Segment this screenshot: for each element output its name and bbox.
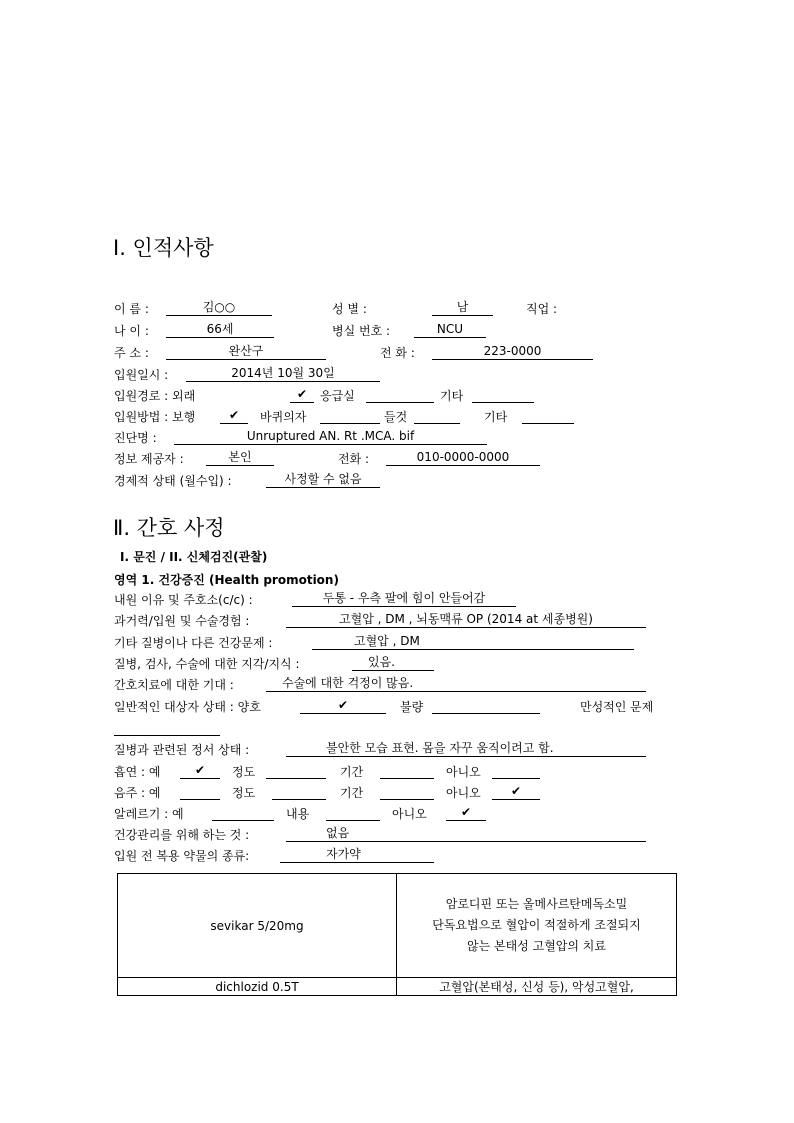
drinking-degree-field[interactable] bbox=[272, 784, 326, 800]
medication-label: 입원 전 복용 약물의 종류: bbox=[114, 849, 250, 863]
reason-value[interactable]: 두통 - 우측 팔에 힘이 안들어감 bbox=[292, 591, 516, 607]
route-other-label: 기타 bbox=[440, 389, 464, 403]
table-row bbox=[118, 874, 677, 978]
expectation-label: 간호치료에 대한 기대 : bbox=[114, 678, 234, 692]
drinking-degree-label: 정도 bbox=[232, 786, 256, 800]
route-row bbox=[114, 387, 704, 405]
drinking-no-check[interactable]: ✔ bbox=[492, 784, 540, 800]
diagnosis-row bbox=[114, 429, 704, 447]
knowledge-label: 질병, 검사, 수술에 대한 지각/지식 : bbox=[114, 657, 300, 671]
general-bad-field[interactable] bbox=[432, 698, 540, 714]
method-stretcher-field[interactable] bbox=[414, 408, 460, 424]
care-value[interactable]: 없음 bbox=[286, 826, 646, 842]
informant-value[interactable]: 본인 bbox=[206, 450, 274, 466]
history-label: 과거력/입원 및 수술경험 : bbox=[114, 614, 250, 628]
informant-phone-label: 전화 : bbox=[338, 452, 370, 466]
medication-value[interactable]: 자가약 bbox=[280, 847, 434, 863]
general-chronic-label: 만성적인 문제 bbox=[580, 700, 654, 714]
address-row bbox=[114, 344, 704, 362]
allergy-content-field[interactable] bbox=[326, 805, 380, 821]
room-value[interactable]: NCU bbox=[414, 322, 486, 338]
informant-phone-value[interactable]: 010-0000-0000 bbox=[386, 450, 540, 466]
drug-name-cell: sevikar 5/20mg bbox=[118, 874, 397, 978]
route-er-field[interactable] bbox=[366, 387, 434, 403]
table-row bbox=[118, 978, 677, 996]
emotion-label: 질병과 관련된 정서 상태 : bbox=[114, 743, 250, 757]
drinking-period-label: 기간 bbox=[340, 786, 364, 800]
address-label: 주 소 : bbox=[114, 346, 149, 360]
method-other-field[interactable] bbox=[522, 408, 574, 424]
method-row bbox=[114, 408, 704, 426]
other-problem-value[interactable]: 고혈압 , DM bbox=[312, 634, 634, 650]
phone-label: 전 화 : bbox=[380, 346, 415, 360]
other-problem-row bbox=[114, 634, 704, 652]
section-2-subtitle: I. 문진 / II. 신체검진(관찰) bbox=[120, 550, 268, 564]
method-walk-check[interactable]: ✔ bbox=[220, 408, 248, 424]
medication-row bbox=[114, 847, 704, 865]
knowledge-value[interactable]: 있음. bbox=[352, 655, 434, 671]
section-1-title: Ⅰ. 인적사항 bbox=[113, 236, 214, 260]
smoking-degree-field[interactable] bbox=[266, 763, 326, 779]
smoking-yes-check[interactable]: ✔ bbox=[180, 763, 220, 779]
knowledge-row bbox=[114, 655, 704, 673]
history-value[interactable]: 고혈압 , DM , 뇌동맥류 OP (2014 at 세종병원) bbox=[286, 612, 646, 628]
drug-desc-line: 않는 본태성 고혈압의 치료 bbox=[467, 939, 606, 953]
route-other-field[interactable] bbox=[472, 387, 534, 403]
drinking-period-field[interactable] bbox=[380, 784, 434, 800]
method-wheelchair-field[interactable] bbox=[320, 408, 380, 424]
admit-date-row bbox=[114, 366, 704, 384]
general-label: 일반적인 대상자 상태 : 양호 bbox=[114, 700, 261, 714]
allergy-yes-field[interactable] bbox=[212, 805, 274, 821]
smoking-period-label: 기간 bbox=[340, 765, 364, 779]
gender-label: 성 별 : bbox=[332, 302, 367, 316]
economic-label: 경제적 상태 (월수입) : bbox=[114, 474, 232, 488]
smoking-row bbox=[114, 763, 704, 781]
address-value[interactable]: 완산구 bbox=[166, 344, 326, 360]
admit-date-value[interactable]: 2014년 10월 30일 bbox=[186, 366, 380, 382]
smoking-degree-label: 정도 bbox=[232, 765, 256, 779]
age-row bbox=[114, 322, 704, 340]
admit-date-label: 입원일시 : bbox=[114, 368, 169, 382]
diagnosis-label: 진단명 : bbox=[114, 431, 157, 445]
reason-row bbox=[114, 591, 704, 609]
allergy-content-label: 내용 bbox=[286, 807, 310, 821]
medication-table bbox=[117, 873, 677, 996]
care-label: 건강관리를 위해 하는 것 : bbox=[114, 828, 250, 842]
route-er-label: 응급실 bbox=[320, 389, 355, 403]
allergy-label: 알레르기 : 예 bbox=[114, 807, 184, 821]
drinking-row bbox=[114, 784, 704, 802]
drinking-no-label: 아니오 bbox=[446, 786, 481, 800]
smoking-no-field[interactable] bbox=[492, 763, 540, 779]
method-other-label: 기타 bbox=[484, 410, 508, 424]
drug-desc-line: 단독요법으로 혈압이 적절하게 조절되지 bbox=[432, 918, 641, 932]
allergy-no-check[interactable]: ✔ bbox=[446, 805, 486, 821]
informant-row bbox=[114, 450, 704, 468]
job-label: 직업 : bbox=[526, 302, 558, 316]
route-outpatient-check[interactable]: ✔ bbox=[290, 387, 314, 403]
economic-row bbox=[114, 472, 704, 490]
name-label: 이 름 : bbox=[114, 302, 149, 316]
method-stretcher-label: 들것 bbox=[384, 410, 408, 424]
age-value[interactable]: 66세 bbox=[166, 322, 274, 338]
route-label: 입원경로 : 외래 bbox=[114, 389, 196, 403]
diagnosis-value[interactable]: Unruptured AN. Rt .MCA. bif bbox=[174, 429, 487, 445]
gender-value[interactable]: 남 bbox=[432, 300, 493, 316]
name-row bbox=[114, 300, 704, 318]
care-row bbox=[114, 826, 704, 844]
method-wheelchair-label: 바퀴의자 bbox=[260, 410, 307, 424]
smoking-no-label: 아니오 bbox=[446, 765, 481, 779]
section-2-title: Ⅱ. 간호 사정 bbox=[113, 516, 225, 540]
expectation-row bbox=[114, 676, 704, 694]
drug-desc-line: 암로디핀 또는 올메사르탄메독소밀 bbox=[445, 897, 628, 911]
name-value[interactable]: 김○○ bbox=[166, 300, 272, 316]
allergy-no-label: 아니오 bbox=[392, 807, 427, 821]
drug-name-cell: dichlozid 0.5T bbox=[118, 978, 397, 996]
general-row bbox=[114, 698, 704, 716]
drinking-label: 음주 : 예 bbox=[114, 786, 161, 800]
drug-desc-cell bbox=[397, 874, 677, 978]
drug-desc-cell bbox=[397, 978, 677, 996]
general-bad-label: 불량 bbox=[400, 700, 424, 714]
reason-label: 내원 이유 및 주호소(c/c) : bbox=[114, 593, 253, 607]
expectation-value[interactable]: 수술에 대한 걱정이 많음. bbox=[266, 676, 646, 692]
drug-desc-line: 고혈압(본태성, 신성 등), 악성고혈압, bbox=[439, 980, 634, 994]
other-problem-label: 기타 질병이나 다른 건강문제 : bbox=[114, 636, 273, 650]
smoking-period-field[interactable] bbox=[380, 763, 434, 779]
domain-title: 영역 1. 건강증진 (Health promotion) bbox=[114, 573, 339, 587]
phone-value[interactable]: 223-0000 bbox=[432, 344, 593, 360]
emotion-row bbox=[114, 741, 704, 759]
age-label: 나 이 : bbox=[114, 324, 149, 338]
history-row bbox=[114, 612, 704, 630]
general-continue-row bbox=[114, 720, 704, 738]
general-good-check[interactable]: ✔ bbox=[300, 698, 386, 714]
economic-value[interactable]: 사정할 수 없음 bbox=[266, 472, 380, 488]
emotion-value[interactable]: 불안한 모습 표현. 몸을 자꾸 움직이려고 함. bbox=[286, 741, 646, 757]
informant-label: 정보 제공자 : bbox=[114, 452, 184, 466]
general-chronic-field[interactable] bbox=[114, 720, 220, 736]
smoking-label: 흡연 : 예 bbox=[114, 765, 161, 779]
room-label: 병실 번호 : bbox=[332, 324, 391, 338]
allergy-row bbox=[114, 805, 704, 823]
drinking-yes-field[interactable] bbox=[180, 784, 220, 800]
method-label: 입원방법 : 보행 bbox=[114, 410, 196, 424]
